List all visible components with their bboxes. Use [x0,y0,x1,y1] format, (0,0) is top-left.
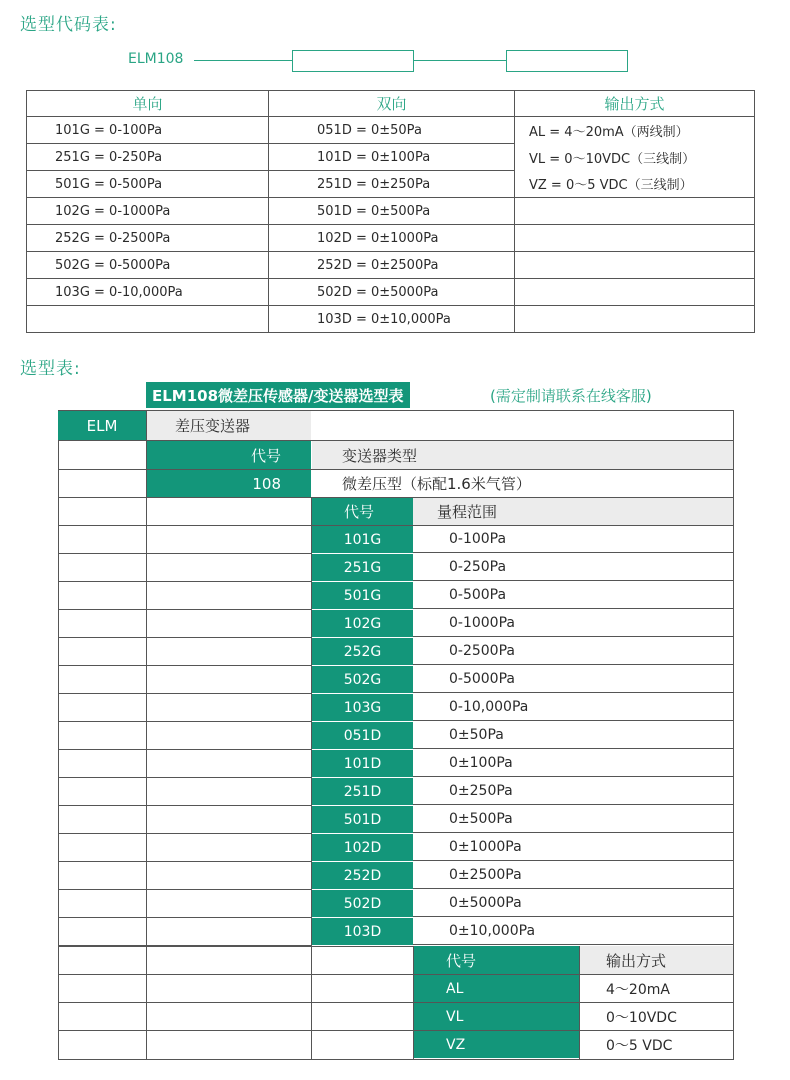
unidirectional-code: 502G = 0-5000Pa [27,252,269,279]
unidirectional-code: 251G = 0-250Pa [27,144,269,171]
grid-line [58,665,312,666]
range-value-cell: 0±500Pa [413,806,733,833]
code-line-segment [194,60,292,61]
grid-line [58,693,312,694]
bidirectional-code: 501D = 0±500Pa [269,198,515,225]
range-value-cell: 0±5000Pa [413,890,733,917]
range-code-cell: 501D [312,806,413,833]
range-value-cell: 0-250Pa [413,554,733,581]
output-code-cell: VL [414,1003,579,1030]
range-value-cell: 0-100Pa [413,526,733,553]
range-code-cell: 101D [312,750,413,777]
grid-line [146,410,147,1060]
grid-line [58,749,312,750]
unidirectional-code: 101G = 0-100Pa [27,117,269,144]
header-unidirectional: 单向 [27,91,269,117]
code-table-row [27,306,755,333]
grid-line [58,777,312,778]
type-header-desc: 变送器类型 [312,441,733,469]
range-value-cell: 0±1000Pa [413,834,733,861]
range-header-desc: 量程范围 [413,498,733,525]
grid-line [58,637,312,638]
range-header-code: 代号 [312,498,413,525]
unidirectional-code: 252G = 0-2500Pa [27,225,269,252]
type-header-code: 代号 [147,441,311,469]
code-line-segment [414,60,506,61]
prefix-desc-cell: 差压变送器 [147,411,311,440]
output-desc-cell: 4〜20mA [606,981,670,998]
output-desc-cell: 0〜5 VDC [606,1037,673,1054]
grid-line [58,917,312,918]
output-code-cell: VZ [414,1031,579,1058]
header-output: 输出方式 [515,91,755,117]
grid-line [58,861,312,862]
range-value-cell: 0±50Pa [413,722,733,749]
output-code-empty [515,279,755,306]
grid-line [58,609,312,610]
bidirectional-code: 102D = 0±1000Pa [269,225,515,252]
bidirectional-code: 051D = 0±50Pa [269,117,515,144]
type-desc-cell: 微差压型（标配1.6米气管） [342,475,531,493]
range-code-cell: 252G [312,638,413,665]
output-desc-cell: 0〜10VDC [606,1009,677,1026]
range-code-cell: 252D [312,862,413,889]
selection-title: ELM108微差压传感器/变送器选型表 [146,382,410,408]
code-table-row [27,198,755,225]
range-code-cell: 101G [312,526,413,553]
bidirectional-code: 252D = 0±2500Pa [269,252,515,279]
range-value-cell: 0-2500Pa [413,638,733,665]
output-code-empty [515,306,755,333]
type-code-cell: 108 [147,470,311,497]
range-value-cell: 0-500Pa [413,582,733,609]
grid-line [58,410,59,1060]
bidirectional-code: 502D = 0±5000Pa [269,279,515,306]
output-code-cell: AL [414,975,579,1002]
model-prefix: ELM108 [128,51,184,67]
bidirectional-code: 101D = 0±100Pa [269,144,515,171]
grid-line [58,889,312,890]
unidirectional-code: 102G = 0-1000Pa [27,198,269,225]
prefix-code-cell: ELM [58,411,146,440]
selection-heading: 选型表: [20,359,81,379]
range-value-cell: 0±10,000Pa [413,918,733,945]
range-code-cell: 502G [312,666,413,693]
range-value-cell: 0±100Pa [413,750,733,777]
range-code-cell: 501G [312,582,413,609]
grid-line [58,946,414,947]
output-code: VZ = 0〜5 VDC（三线制） [515,171,755,198]
range-code-cell: 103G [312,694,413,721]
grid-line [58,833,312,834]
range-value-cell: 0-5000Pa [413,666,733,693]
code-table-row [27,225,755,252]
range-code-cell: 051D [312,722,413,749]
unidirectional-code: 501G = 0-500Pa [27,171,269,198]
output-code-empty [515,198,755,225]
bidirectional-code: 103D = 0±10,000Pa [269,306,515,333]
range-code-cell: 502D [312,890,413,917]
range-value-cell: 0-1000Pa [413,610,733,637]
range-code-box [292,50,414,72]
selection-title-note: (需定制请联系在线客服) [490,386,652,405]
grid-line [733,410,734,1060]
code-table-heading: 选型代码表: [20,15,117,35]
output-code-empty [515,225,755,252]
range-code-cell: 103D [312,918,413,945]
range-code-cell: 251D [312,778,413,805]
code-table-row [27,171,755,198]
code-table-row [27,144,755,171]
grid-line [58,721,312,722]
unidirectional-code: 103G = 0-10,000Pa [27,279,269,306]
grid-line [58,1059,734,1060]
output-header-desc: 输出方式 [580,946,733,974]
range-value-cell: 0±250Pa [413,778,733,805]
grid-line [58,805,312,806]
code-table-row [27,279,755,306]
bidirectional-code: 251D = 0±250Pa [269,171,515,198]
range-code-cell: 251G [312,554,413,581]
range-code-cell: 102G [312,610,413,637]
model-code-line [128,48,638,74]
header-bidirectional: 双向 [269,91,515,117]
output-header-code: 代号 [414,946,579,974]
range-code-cell: 102D [312,834,413,861]
code-table [26,90,755,333]
output-code-box [506,50,628,72]
output-code-empty [515,252,755,279]
grid-line [58,553,312,554]
unidirectional-code [27,306,269,333]
output-code: VL = 0〜10VDC（三线制） [515,144,755,171]
grid-line [58,581,312,582]
range-value-cell: 0±2500Pa [413,862,733,889]
output-code: AL = 4〜20mA（两线制） [515,117,755,144]
code-table-row [27,252,755,279]
range-value-cell: 0-10,000Pa [413,694,733,721]
code-table-row [27,117,755,144]
